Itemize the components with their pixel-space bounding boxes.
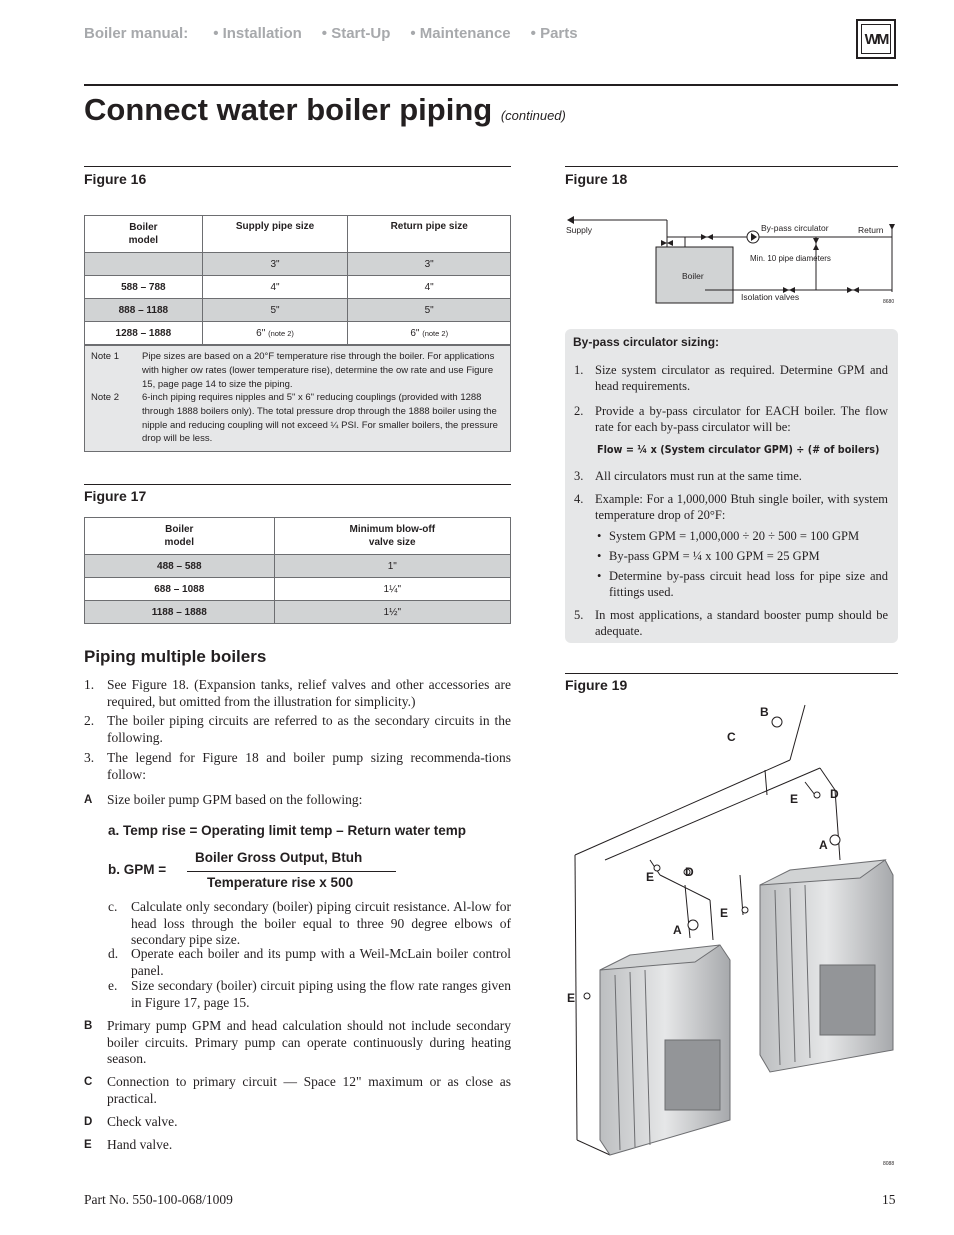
bullet-item: • Determine by-pass circuit head loss for pipe size and fittings used. xyxy=(597,569,888,599)
legend-a: A Size boiler pump GPM based on the following: xyxy=(84,792,363,807)
legend-e: E Hand valve. xyxy=(84,1137,173,1152)
fraction-bar xyxy=(187,871,396,872)
table-row: 488 – 588 1" xyxy=(85,555,511,578)
list-item: 2. The boiler piping circuits are referred to as the secondary circuits in the following. xyxy=(84,713,511,745)
col-return-pipe: Return pipe size xyxy=(348,216,511,253)
figure16-notes: Note 1 Pipe sizes are based on a 20°F temperature rise through the boiler. For applications with higher ow rates (lower temperature rise), determine the ow rate and use Figure 15, page page 14 to size the piping. Note 2 6-inch piping requires nipples and 5" x 6" reducing couplings (provided with 1288 through 1888 boilers only). The total pressure drop through the 1888 boiler using the nipple and reducing coupling will not exceed ¼ PSI. For smaller boilers, the pressure drop will be less. xyxy=(84,345,511,452)
bypass-sizing-box xyxy=(565,329,898,643)
legend-c: C Connection to primary circuit — Space 12" maximum or as close as practical. xyxy=(84,1074,511,1106)
header-nav xyxy=(84,25,598,42)
col-boiler-model: Boiler model xyxy=(85,518,275,555)
fig19-letter-a1: A xyxy=(819,838,828,852)
boiler-front xyxy=(600,945,730,1155)
formula-b-denominator: Temperature rise x 500 xyxy=(207,875,354,890)
nav-maintenance[interactable]: • Maintenance xyxy=(410,25,511,42)
footer-page-number: 15 xyxy=(882,1192,896,1207)
figure18-return-label: Return xyxy=(858,225,884,235)
list-item: 4. Example: For a 1,000,000 Btuh single boiler, with system temperature drop of 20°F: xyxy=(574,492,888,522)
fig19-letter-b: B xyxy=(760,705,769,719)
figure19-label: Figure 19 xyxy=(565,677,628,693)
table-row: 588 – 788 4" 4" xyxy=(85,276,511,299)
bullet-item: • System GPM = 1,000,000 ÷ 20 ÷ 500 = 100 GPM xyxy=(597,529,860,543)
weil-mclain-logo: WM xyxy=(856,19,896,59)
nav-installation[interactable]: • Installation xyxy=(213,25,302,42)
figure16-rule xyxy=(84,166,511,167)
figure16-label: Figure 16 xyxy=(84,171,147,187)
figure16-table xyxy=(84,215,511,345)
formula-a: a. Temp rise = Operating limit temp – Return water temp xyxy=(108,823,466,838)
list-item: 1. Size system circulator as required. Determine GPM and head requirements. xyxy=(574,363,888,393)
figure17-rule xyxy=(84,484,511,485)
fig19-letter-e1: E xyxy=(790,792,799,806)
list-item: 5. In most applications, a standard booster pump should be adequate. xyxy=(574,608,888,638)
header-rule xyxy=(84,84,898,86)
figure18-supply-label: Supply xyxy=(566,225,592,235)
footer-part-number: Part No. 550-100-068/1009 xyxy=(84,1192,233,1207)
title-continued: (continued) xyxy=(500,108,566,123)
legend-d: D Check valve. xyxy=(84,1114,178,1129)
nav-start-up[interactable]: • Start-Up xyxy=(321,25,391,42)
bypass-sizing-title: By-pass circulator sizing: xyxy=(573,335,720,349)
bullet-item: • By-pass GPM = ¼ x 100 GPM = 25 GPM xyxy=(597,549,820,563)
fig19-letter-c: C xyxy=(727,730,736,744)
figure19-rule xyxy=(565,673,898,674)
table-row: 688 – 1088 1¼" xyxy=(85,578,511,601)
list-item: 3. All circulators must run at the same time. xyxy=(574,469,802,483)
col-supply-pipe: Supply pipe size xyxy=(202,216,348,253)
legend-b: B Primary pump GPM and head calculation should not include secondary boiler circuits. Primary pump can operate continuously during heating season. xyxy=(84,1018,511,1066)
figure19-code: 8088 xyxy=(883,1161,895,1167)
list-item: 3. The legend for Figure 18 and boiler pump sizing recommenda-tions follow: xyxy=(84,750,511,782)
figure18-rule xyxy=(565,166,898,167)
figure18-diagram xyxy=(565,210,898,310)
nav-parts[interactable]: • Parts xyxy=(530,25,578,42)
figure18-boiler-label: Boiler xyxy=(682,271,704,281)
list-item: 2. Provide a by-pass circulator for EACH boiler. The flow rate for each by-pass circulator will be: xyxy=(574,404,888,434)
list-item: e. Size secondary (boiler) circuit piping using the flow rate ranges given in Figure 17, page 15. xyxy=(108,978,511,1010)
table-row: 3" 3" xyxy=(85,253,511,276)
table-row: 1188 – 1888 1½" xyxy=(85,601,511,624)
list-item: d. Operate each boiler and its pump with a Weil-McLain boiler control panel. xyxy=(108,946,511,978)
piping-heading: Piping multiple boilers xyxy=(84,647,267,666)
boiler-back xyxy=(760,860,893,1072)
fig19-letter-d1: D xyxy=(830,787,839,801)
list-item: c. Calculate only secondary (boiler) piping circuit resistance. Al-low for head loss through the boiler equal to three 90 degree elbows of secondary pipe size. xyxy=(108,899,511,947)
page-title: Connect water boiler piping (continued) xyxy=(84,92,566,127)
figure18-label: Figure 18 xyxy=(565,171,628,187)
figure17-label: Figure 17 xyxy=(84,488,147,504)
nav-boiler-manual: Boiler manual: xyxy=(84,25,189,42)
list-item: 1. See Figure 18. (Expansion tanks, relief valves and other accessories are required, but omitted from the illustration for simplicity.) xyxy=(84,677,511,709)
bypass-flow-formula: Flow = ¼ x (System circulator GPM) ÷ (# of boilers) xyxy=(597,444,880,456)
table-row: 888 – 1188 5" 5" xyxy=(85,299,511,322)
fig19-letter-e3: E xyxy=(720,906,729,920)
fig19-letter-a2: A xyxy=(673,923,682,937)
fig19-letter-e4: E xyxy=(567,991,576,1005)
fig19-letter-d2: D xyxy=(685,865,694,879)
figure18-isolation-label: Isolation valves xyxy=(741,292,800,302)
formula-b-numerator: Boiler Gross Output, Btuh xyxy=(195,850,363,865)
figure18-code: 8680 xyxy=(883,299,895,305)
formula-b-prefix: b. GPM = xyxy=(108,862,167,877)
figure18-bypass-label: By-pass circulator xyxy=(761,223,829,233)
figure19-illustration xyxy=(565,700,898,1170)
figure17-table xyxy=(84,517,511,624)
fig19-letter-e2: E xyxy=(646,870,655,884)
col-blowoff-size: Minimum blow-off valve size xyxy=(274,518,510,555)
col-boiler-model: Boiler model xyxy=(85,216,203,253)
table-row: 1288 – 1888 6" (note 2) 6" (note 2) xyxy=(85,322,511,345)
figure18-min-pipe-label: Min. 10 pipe diameters xyxy=(750,254,831,263)
